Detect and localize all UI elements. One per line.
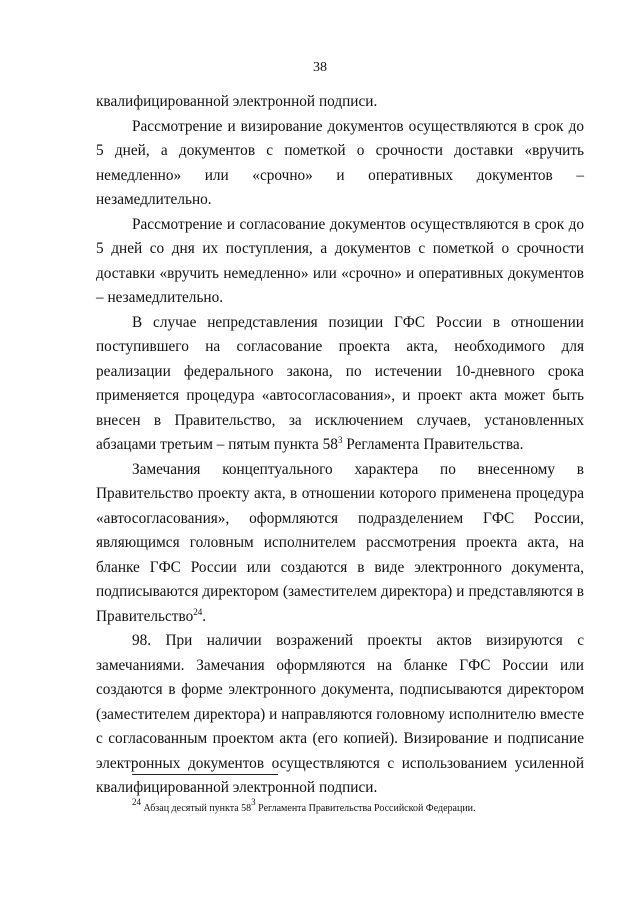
footnote [132,797,584,816]
footnote-marker: 24 [132,797,141,807]
page-number: 38 [313,60,327,75]
superscript: 3 [337,435,343,445]
paragraph-text-after: Регламента Правительства. [342,436,524,453]
body-text [96,90,584,801]
paragraph-text: Рассмотрение и визирование документов осуществляются в срок до 5 дней, а документов с пометкой о срочности доставки «вручить немедленно» или «срочно» и оперативных документов – незамедлительно. [96,117,584,208]
footnote-separator [132,774,278,775]
footnote-reference[interactable]: 24 [193,606,203,617]
paragraph-review-terms [96,115,584,213]
footnote-superscript: 3 [251,797,256,807]
paragraph-conceptual-remarks [96,458,584,630]
paragraph-approval-terms [96,213,584,311]
paragraph-text: квалифицированной электронной подписи. [96,93,378,110]
paragraph-continuation [96,90,584,115]
paragraph-auto-approval [96,311,584,458]
paragraph-text-after: . [202,607,207,625]
paragraph-text: 98. При наличии возражений проекты актов визируются с замечаниями. Замечания оформляются на бланке ГФС России или создаются в форме электронного документа, подписываются директором (заместителем директора) и направляются головному исполнителю вместе с согласованным проектом акта (его копией). Визирование и подписание электронных документов осуществляются с использованием усиленной квалифицированной электронной подписи. [96,632,584,796]
paragraph-text: Замечания концептуального характера по внесенному в Правительство проекту акта, в отношении которого применена процедура «автосогласования», оформляются подразделением ГФС России, являющимся головным исполнителем рассмотрения проекта акта, на бланке ГФС России или создаются в виде электронного документа, подписываются директором (заместителем директора) и представляются в Правительство [96,460,584,625]
footnote-text-after: Регламента Правительства Российской Федерации. [255,803,476,814]
footnote-text: Абзац десятый пункта 58 [141,803,252,814]
paragraph-text: Рассмотрение и согласование документов осуществляются в срок до 5 дней со дня их поступления, а документов с пометкой о срочности доставки «вручить немедленно» или «срочно» и оперативных документов – незамедлительно. [96,215,584,306]
paragraph-text: В случае непредставления позиции ГФС России в отношении поступившего на согласование проекта акта, необходимого для реализации федерального закона, по истечении 10-дневного срока применяется процедура «автосогласования», и проект акта может быть внесен в Правительство, за исключением случаев, установленных абзацами третьим – пятым пункта 58 [96,313,584,453]
